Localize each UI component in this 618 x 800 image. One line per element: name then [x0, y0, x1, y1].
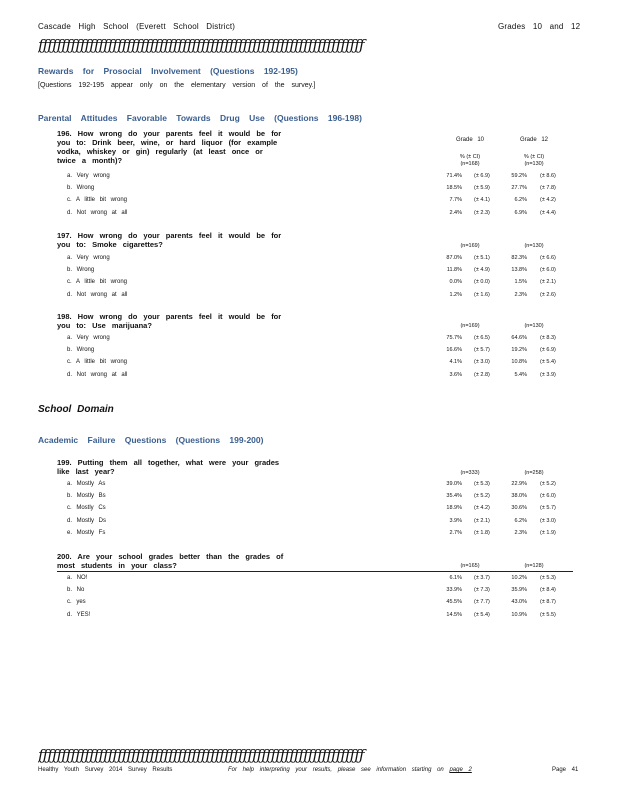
grade12-percent: 2.3%	[514, 530, 527, 536]
grade12-n: (n=130)	[524, 323, 544, 329]
top-divider: ƒƒƒƒƒƒƒƒƒƒƒƒƒƒƒƒƒƒƒƒƒƒƒƒƒƒƒƒƒƒƒƒƒƒƒƒƒƒƒƒƒƒƒƒƒƒƒƒƒƒƒƒƒƒƒƒƒƒƒƒƒƒƒƒƒƒƒƒƒƒ	[38, 36, 364, 54]
grade10-n: (n=169)	[460, 243, 480, 249]
header-school: Cascade High School (Everett School District)	[38, 22, 236, 31]
option-label: d. Mostly Ds	[67, 518, 107, 524]
grade12-percent: 30.6%	[511, 505, 527, 511]
option-label: d. YES!	[67, 612, 91, 618]
grade12-ci: (± 2.6)	[540, 292, 556, 298]
grade10-ci: (± 1.6)	[474, 292, 490, 298]
grade12-ci: (± 5.3)	[540, 575, 556, 581]
grade12-ci: (± 3.9)	[540, 372, 556, 378]
option-label: d. Not wrong at all	[67, 292, 128, 298]
footer-page-number: Page 41	[552, 767, 579, 773]
grade12-percent: 13.8%	[511, 267, 527, 273]
grade10-percent: 4.1%	[449, 359, 462, 365]
grade10-percent: 3.9%	[449, 518, 462, 524]
option-label: b. Wrong	[67, 267, 95, 273]
grade12-ci: (± 8.4)	[540, 587, 556, 593]
col-grade10: Grade 10	[455, 137, 485, 143]
grade12-percent: 6.2%	[514, 197, 527, 203]
grade12-ci: (± 4.4)	[540, 210, 556, 216]
grade10-percent: 11.8%	[446, 267, 462, 273]
grade12-ci: (± 7.8)	[540, 185, 556, 191]
grade10-percent: 71.4%	[446, 173, 462, 179]
grade12-percent: 19.2%	[511, 347, 527, 353]
option-label: b. Mostly Bs	[67, 493, 106, 499]
grade12-ci: (± 6.0)	[540, 267, 556, 273]
grade12-ci: (± 6.0)	[540, 493, 556, 499]
academic-section-title: Academic Failure Questions (Questions 199-200)	[38, 435, 264, 445]
option-label: a. Very wrong	[67, 173, 110, 179]
grade12-percent: 10.2%	[511, 575, 527, 581]
grade10-ci: (± 3.7)	[474, 575, 490, 581]
grade10-ci: (± 4.2)	[474, 505, 490, 511]
grade12-n: (n=258)	[524, 470, 544, 476]
grade12-ci: (± 1.9)	[540, 530, 556, 536]
option-label: b. Wrong	[67, 347, 95, 353]
question-text: 196. How wrong do your parents feel it would be for you to: Drink beer, wine, or hard liquor (for example vodka, whiskey or gin) regularly (at least once or twice a month)?	[57, 129, 282, 165]
grade10-percent: 39.0%	[446, 481, 462, 487]
option-label: b. No	[67, 587, 85, 593]
question-text: 197. How wrong do your parents feel it would be for you to: Smoke cigarettes?	[57, 231, 282, 249]
grade12-percent: 10.9%	[511, 612, 527, 618]
grade10-ci: (± 4.9)	[474, 267, 490, 273]
col-grade12-ci-label: % (± CI)	[523, 154, 545, 160]
grade12-ci: (± 3.0)	[540, 518, 556, 524]
grade10-ci: (± 5.7)	[474, 347, 490, 353]
grade10-ci: (± 5.9)	[474, 185, 490, 191]
grade12-n: (n=128)	[524, 563, 544, 569]
grade10-ci: (± 5.4)	[474, 612, 490, 618]
question-text: 198. How wrong do your parents feel it would be for you to: Use marijuana?	[57, 312, 282, 330]
grade10-n: (n=333)	[460, 470, 480, 476]
grade12-percent: 2.3%	[514, 292, 527, 298]
grade12-percent: 6.9%	[514, 210, 527, 216]
grade12-percent: 82.3%	[511, 255, 527, 261]
grade10-percent: 45.5%	[446, 599, 462, 605]
option-label: c. A little bit wrong	[67, 359, 128, 365]
grade10-ci: (± 2.1)	[474, 518, 490, 524]
grade10-ci: (± 6.5)	[474, 335, 490, 341]
grade10-ci: (± 0.0)	[474, 279, 490, 285]
grade10-percent: 18.5%	[446, 185, 462, 191]
grade10-n: (n=168)	[460, 161, 480, 167]
option-label: d. Not wrong at all	[67, 372, 128, 378]
grade12-percent: 38.0%	[511, 493, 527, 499]
grade10-ci: (± 1.8)	[474, 530, 490, 536]
footer-help-label: For help interpreting your results, please see information starting on	[228, 767, 444, 773]
table-divider	[57, 571, 573, 572]
grade12-ci: (± 4.2)	[540, 197, 556, 203]
grade10-ci: (± 7.3)	[474, 587, 490, 593]
grade12-percent: 35.9%	[511, 587, 527, 593]
grade10-ci: (± 7.7)	[474, 599, 490, 605]
grade12-ci: (± 5.4)	[540, 359, 556, 365]
rewards-section-title: Rewards for Prosocial Involvement (Questions 192-195)	[38, 66, 298, 76]
option-label: a. Very wrong	[67, 255, 110, 261]
grade10-ci: (± 2.8)	[474, 372, 490, 378]
grade10-percent: 87.0%	[446, 255, 462, 261]
option-label: a. Very wrong	[67, 335, 110, 341]
grade12-percent: 59.2%	[511, 173, 527, 179]
grade10-ci: (± 5.1)	[474, 255, 490, 261]
grade10-ci: (± 3.0)	[474, 359, 490, 365]
option-label: c. Mostly Cs	[67, 505, 106, 511]
rewards-note: [Questions 192-195 appear only on the elementary version of the survey.]	[38, 82, 316, 89]
grade10-percent: 35.4%	[446, 493, 462, 499]
grade12-percent: 64.6%	[511, 335, 527, 341]
grade10-percent: 1.2%	[449, 292, 462, 298]
parental-section-title: Parental Attitudes Favorable Towards Drug Use (Questions 196-198)	[38, 113, 362, 123]
footer-help-text	[228, 767, 472, 773]
grade12-percent: 27.7%	[511, 185, 527, 191]
grade12-percent: 1.5%	[514, 279, 527, 285]
col-grade10-ci-label: % (± CI)	[459, 154, 481, 160]
grade10-percent: 2.7%	[449, 530, 462, 536]
grade10-percent: 6.1%	[449, 575, 462, 581]
grade10-percent: 16.6%	[446, 347, 462, 353]
grade12-percent: 6.2%	[514, 518, 527, 524]
grade12-ci: (± 6.9)	[540, 347, 556, 353]
option-label: e. Mostly Fs	[67, 530, 106, 536]
footer-left: Healthy Youth Survey 2014 Survey Results	[38, 767, 173, 773]
footer-page-link[interactable]: page 2	[449, 767, 472, 773]
option-label: d. Not wrong at all	[67, 210, 128, 216]
grade12-ci: (± 8.7)	[540, 599, 556, 605]
grade12-percent: 10.8%	[511, 359, 527, 365]
header-grades: Grades 10 and 12	[498, 22, 581, 31]
grade12-ci: (± 8.6)	[540, 173, 556, 179]
grade12-ci: (± 2.1)	[540, 279, 556, 285]
grade10-percent: 18.9%	[446, 505, 462, 511]
grade10-ci: (± 5.3)	[474, 481, 490, 487]
option-label: a. Mostly As	[67, 481, 106, 487]
option-label: c. A little bit wrong	[67, 197, 128, 203]
grade12-ci: (± 8.3)	[540, 335, 556, 341]
grade12-percent: 43.0%	[511, 599, 527, 605]
grade12-ci: (± 5.2)	[540, 481, 556, 487]
school-domain-heading: School Domain	[38, 404, 114, 415]
grade10-n: (n=169)	[460, 323, 480, 329]
question-text: 199. Putting them all together, what were your grades like last year?	[57, 458, 280, 476]
bottom-divider: ƒƒƒƒƒƒƒƒƒƒƒƒƒƒƒƒƒƒƒƒƒƒƒƒƒƒƒƒƒƒƒƒƒƒƒƒƒƒƒƒƒƒƒƒƒƒƒƒƒƒƒƒƒƒƒƒƒƒƒƒƒƒƒƒƒƒƒƒƒƒ	[38, 746, 364, 764]
option-label: c. A little bit wrong	[67, 279, 128, 285]
option-label: a. NO!	[67, 575, 88, 581]
col-grade12: Grade 12	[519, 137, 549, 143]
grade12-ci: (± 5.7)	[540, 505, 556, 511]
option-label: b. Wrong	[67, 185, 95, 191]
grade10-percent: 7.7%	[449, 197, 462, 203]
grade12-percent: 22.9%	[511, 481, 527, 487]
grade12-n: (n=130)	[524, 161, 544, 167]
grade10-percent: 0.0%	[449, 279, 462, 285]
grade10-percent: 14.5%	[446, 612, 462, 618]
grade12-ci: (± 5.5)	[540, 612, 556, 618]
grade12-ci: (± 6.6)	[540, 255, 556, 261]
grade10-ci: (± 5.2)	[474, 493, 490, 499]
question-text: 200. Are your school grades better than the grades of most students in your class?	[57, 552, 284, 570]
grade10-percent: 75.7%	[446, 335, 462, 341]
grade12-percent: 5.4%	[514, 372, 527, 378]
grade10-ci: (± 6.9)	[474, 173, 490, 179]
grade10-percent: 33.9%	[446, 587, 462, 593]
grade10-percent: 3.6%	[449, 372, 462, 378]
option-label: c. yes	[67, 599, 86, 605]
grade12-n: (n=130)	[524, 243, 544, 249]
grade10-percent: 2.4%	[449, 210, 462, 216]
grade10-n: (n=165)	[460, 563, 480, 569]
grade10-ci: (± 4.1)	[474, 197, 490, 203]
grade10-ci: (± 2.3)	[474, 210, 490, 216]
